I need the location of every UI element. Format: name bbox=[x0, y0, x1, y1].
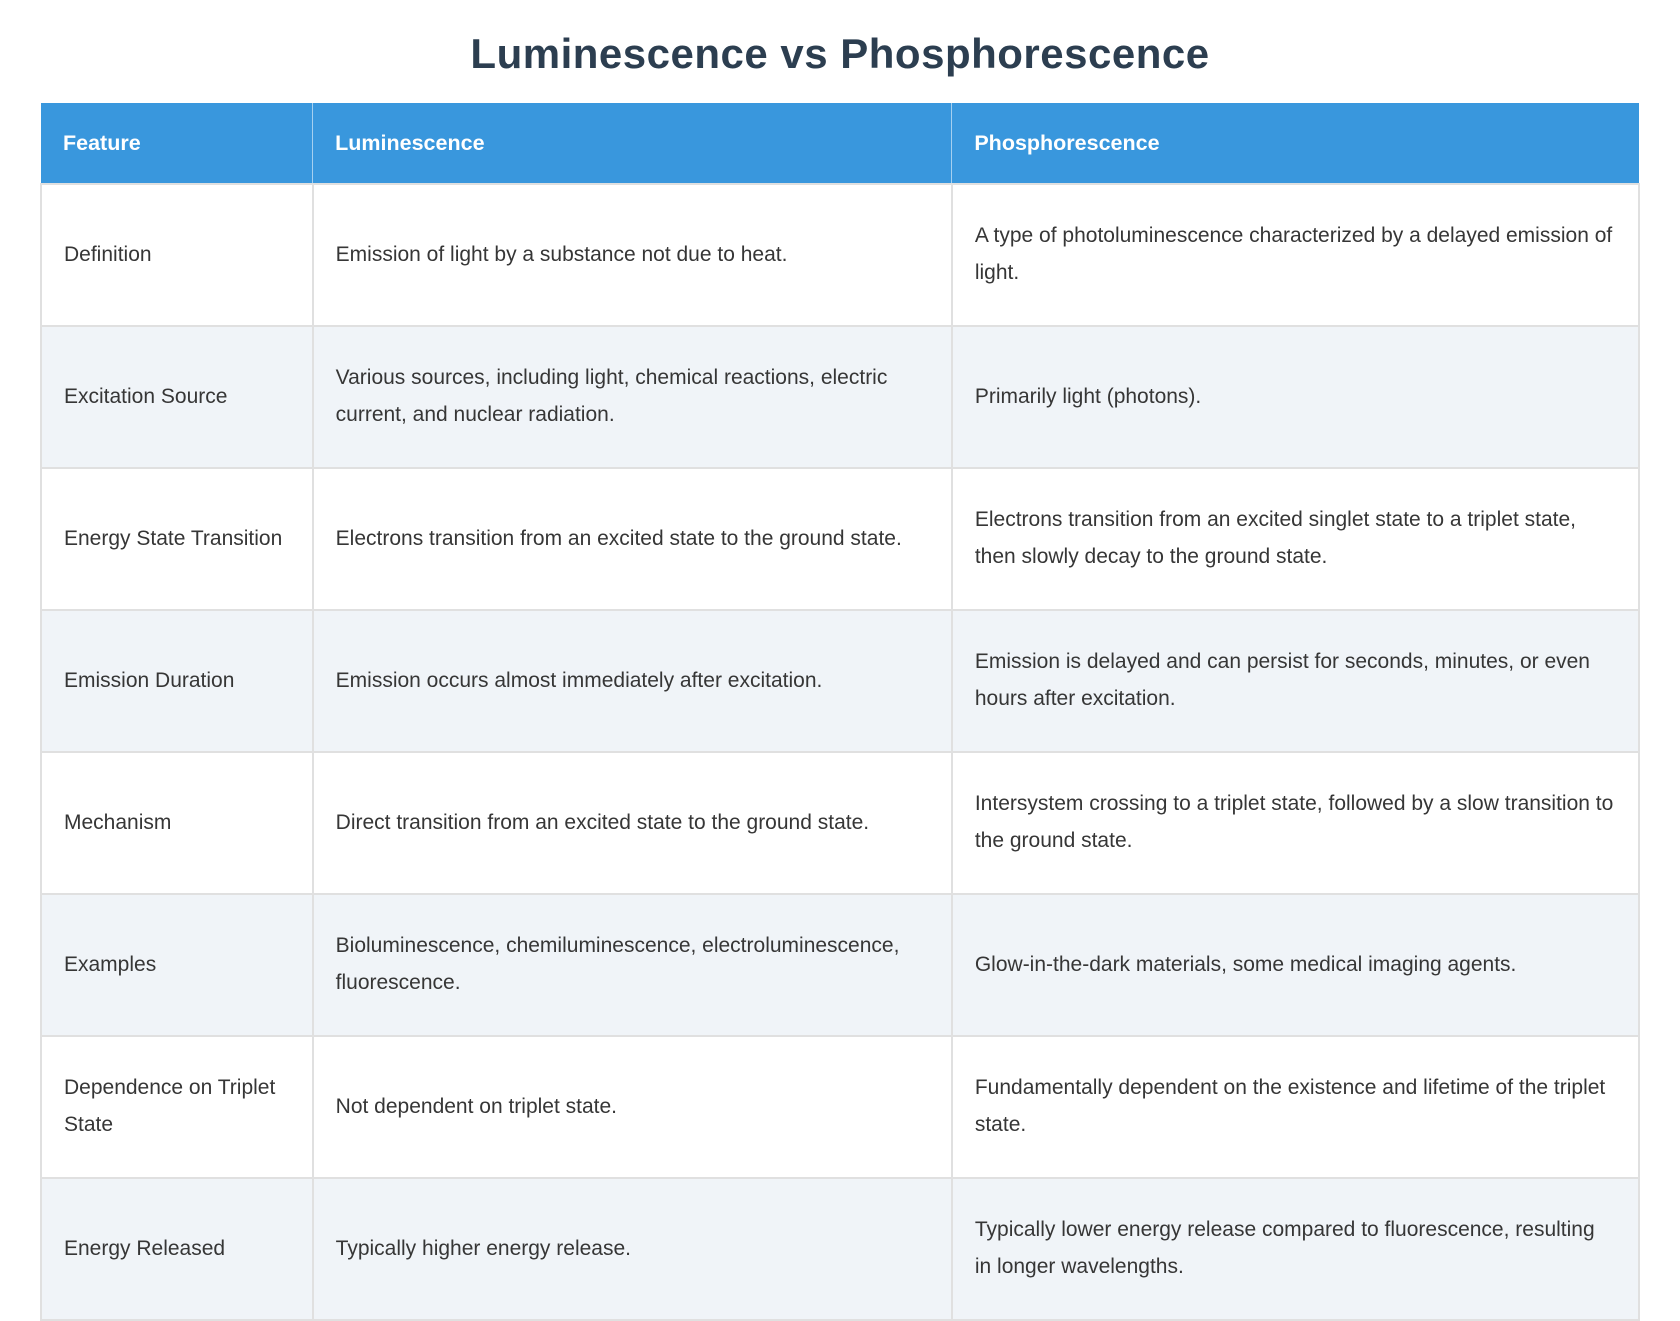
luminescence-cell: Bioluminescence, chemiluminescence, electroluminescence, fluorescence. bbox=[313, 894, 952, 1036]
feature-cell: Energy State Transition bbox=[41, 468, 313, 610]
feature-cell: Mechanism bbox=[41, 752, 313, 894]
column-header-phosphorescence: Phosphorescence bbox=[952, 103, 1639, 184]
table-row-definition bbox=[41, 184, 1639, 326]
feature-cell: Dependence on Triplet State bbox=[41, 1036, 313, 1178]
column-header-feature: Feature bbox=[41, 103, 313, 184]
table-row-dependence-on-triplet-state bbox=[41, 1036, 1639, 1178]
phosphorescence-cell: Fundamentally dependent on the existence and lifetime of the triplet state. bbox=[952, 1036, 1639, 1178]
feature-cell: Energy Released bbox=[41, 1178, 313, 1320]
phosphorescence-cell: Electrons transition from an excited singlet state to a triplet state, then slowly decay to the ground state. bbox=[952, 468, 1639, 610]
table-row-excitation-source bbox=[41, 326, 1639, 468]
table-row-emission-duration bbox=[41, 610, 1639, 752]
table-row-energy-state-transition bbox=[41, 468, 1639, 610]
luminescence-cell: Various sources, including light, chemical reactions, electric current, and nuclear radiation. bbox=[313, 326, 952, 468]
table-row-energy-released bbox=[41, 1178, 1639, 1320]
luminescence-cell: Emission of light by a substance not due to heat. bbox=[313, 184, 952, 326]
table-row-mechanism bbox=[41, 752, 1639, 894]
phosphorescence-cell: Emission is delayed and can persist for seconds, minutes, or even hours after excitation. bbox=[952, 610, 1639, 752]
luminescence-cell: Direct transition from an excited state to the ground state. bbox=[313, 752, 952, 894]
phosphorescence-cell: A type of photoluminescence characterized by a delayed emission of light. bbox=[952, 184, 1639, 326]
table-row-examples bbox=[41, 894, 1639, 1036]
luminescence-cell: Emission occurs almost immediately after excitation. bbox=[313, 610, 952, 752]
luminescence-cell: Typically higher energy release. bbox=[313, 1178, 952, 1320]
phosphorescence-cell: Typically lower energy release compared to fluorescence, resulting in longer wavelengths. bbox=[952, 1178, 1639, 1320]
feature-cell: Emission Duration bbox=[41, 610, 313, 752]
table-header-row bbox=[41, 103, 1639, 184]
luminescence-cell: Electrons transition from an excited state to the ground state. bbox=[313, 468, 952, 610]
feature-cell: Excitation Source bbox=[41, 326, 313, 468]
phosphorescence-cell: Glow-in-the-dark materials, some medical imaging agents. bbox=[952, 894, 1639, 1036]
phosphorescence-cell: Primarily light (photons). bbox=[952, 326, 1639, 468]
page-title: Luminescence vs Phosphorescence bbox=[470, 30, 1210, 77]
phosphorescence-cell: Intersystem crossing to a triplet state, followed by a slow transition to the ground state. bbox=[952, 752, 1639, 894]
comparison-table bbox=[40, 103, 1640, 1321]
feature-cell: Examples bbox=[41, 894, 313, 1036]
luminescence-cell: Not dependent on triplet state. bbox=[313, 1036, 952, 1178]
feature-cell: Definition bbox=[41, 184, 313, 326]
column-header-luminescence: Luminescence bbox=[313, 103, 952, 184]
